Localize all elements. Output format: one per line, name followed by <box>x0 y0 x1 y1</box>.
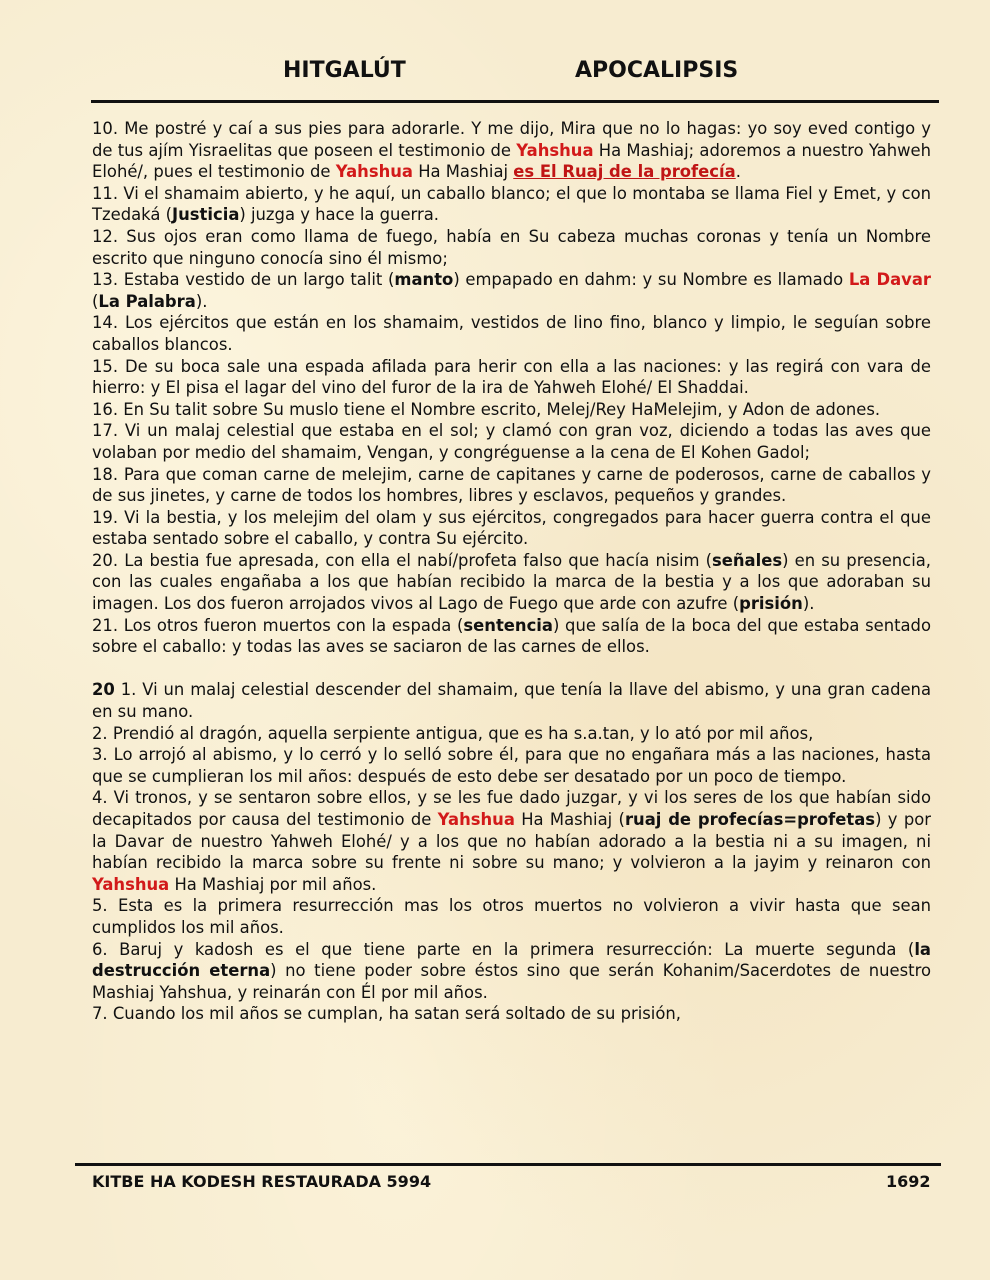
verse-19-12: 12. Sus ojos eran como llama de fuego, había en Su cabeza muchas coronas y tenía un Nombre escrito que ninguno conocía sino él mismo; <box>92 226 931 268</box>
underlined-highlight: es El Ruaj de la profecía <box>513 162 736 182</box>
verse-19-13: 13. Estaba vestido de un largo talit (manto) empapado en dahm: y su Nombre es llamado La Davar (La Palabra). <box>92 270 931 311</box>
verse-19-18: 18. Para que coman carne de melejim, carne de capitanes y carne de poderosos, carne de caballos y de sus jinetes, y carne de todos los hombres, libres y esclavos, pequeños y grandes. <box>92 464 931 506</box>
chapter-number: 20 <box>92 680 115 700</box>
verse-19-21: 21. Los otros fueron muertos con la espada (sentencia) que salía de la boca del que estaba sentado sobre el caballo: y todas las aves se saciaron de las carnes de ellos. <box>92 615 931 657</box>
verse-20-7: 7. Cuando los mil años se cumplan, ha satan será soltado de su prisión, <box>92 1004 681 1024</box>
page-header <box>0 58 990 90</box>
footer-rule <box>75 1163 941 1166</box>
verse-19-16: 16. En Su talit sobre Su muslo tiene el Nombre escrito, Melej/Rey HaMelejim, y Adon de adones. <box>92 399 881 419</box>
highlight-name: Yahshua <box>92 874 170 894</box>
verse-20-6: 6. Baruj y kadosh es el que tiene parte en la primera resurrección: La muerte segunda (la destrucción eterna) no tiene poder sobre éstos sino que serán Kohanim/Sacerdotes de nuestro Mashiaj Yahshua, y reinarán con Él por mil años. <box>92 939 931 1002</box>
header-book-hebrew: HITGALÚT <box>283 58 406 83</box>
highlight-name: Yahshua <box>335 162 413 182</box>
verse-19-14: 14. Los ejércitos que están en los shamaim, vestidos de lino fino, blanco y limpio, le seguían sobre caballos blancos. <box>92 313 931 354</box>
verse-19-15: 15. De su boca sale una espada afilada para herir con ella a las naciones: y las regirá con vara de hierro: y El pisa el lagar del vino del furor de la ira de Yahweh Elohé/ El Shaddai. <box>92 356 931 398</box>
footer-title: KITBE HA KODESH RESTAURADA 5994 <box>92 1172 432 1191</box>
highlight-name: Yahshua <box>516 140 594 160</box>
verse-20-2: 2. Prendió al dragón, aquella serpiente antigua, que es ha s.a.tan, y lo ató por mil años, <box>92 723 814 743</box>
chapter-gap <box>92 658 931 680</box>
highlight-name: La Davar <box>848 270 931 290</box>
scripture-text <box>92 118 931 1025</box>
header-book-spanish: APOCALIPSIS <box>575 58 739 83</box>
verse-19-11: 11. Vi el shamaim abierto, y he aquí, un caballo blanco; el que lo montaba se llama Fiel y Emet, y con Tzedaká (Justicia) juzga y hace la guerra. <box>92 183 931 225</box>
verse-20-4: 4. Vi tronos, y se sentaron sobre ellos, y se les fue dado juzgar, y vi los seres de los que habían sido decapitados por causa del testimonio de Yahshua Ha Mashiaj (ruaj de profecías=profetas) y por la Davar de nuestro Yahweh Elohé/ y a los que no habían adorado a la bestia ni a su imagen, ni habían recibido la marca sobre su frente ni sobre su mano; y volvieron a la jayim y reinaron con Yahshua Ha Mashiaj por mil años. <box>92 788 931 894</box>
verse-19-19: 19. Vi la bestia, y los melejim del olam y sus ejércitos, congregados para hacer guerra contra el que estaba sentado sobre el caballo, y contra Su ejército. <box>92 507 931 549</box>
highlight-name: Yahshua <box>437 810 515 829</box>
header-rule <box>91 100 939 103</box>
verse-20-5: 5. Esta es la primera resurrección mas los otros muertos no volvieron a vivir hasta que sean cumplidos los mil años. <box>92 896 931 937</box>
verse-20-1: 20 1. Vi un malaj celestial descender del shamaim, que tenía la llave del abismo, y una gran cadena en su mano. <box>92 680 931 722</box>
verse-19-20: 20. La bestia fue apresada, con ella el nabí/profeta falso que hacía nisim (señales) en su presencia, con las cuales engañaba a los que habían recibido la marca de la bestia y a los que adoraban su imagen. Los dos fueron arrojados vivos al Lago de Fuego que arde con azufre (prisión). <box>92 550 931 614</box>
verse-19-10: 10. Me postré y caí a sus pies para adorarle. Y me dijo, Mira que no lo hagas: yo soy eved contigo y de tus ajím Yisraelitas que poseen el testimonio de Yahshua Ha Mashiaj; adoremos a nuestro Yahweh Elohé/, pues el testimonio de Yahshua Ha Mashiaj es El Ruaj de la profecía. <box>92 119 931 182</box>
page-number: 1692 <box>886 1172 931 1191</box>
verse-20-3: 3. Lo arrojó al abismo, y lo cerró y lo selló sobre él, para que no engañara más a las naciones, hasta que se cumplieran los mil años: después de esto debe ser desatado por un poco de tiempo. <box>92 745 931 786</box>
verse-19-17: 17. Vi un malaj celestial que estaba en el sol; y clamó con gran voz, diciendo a todas las aves que volaban por medio del shamaim, Vengan, y congréguense a la cena de El Kohen Gadol; <box>92 421 931 462</box>
